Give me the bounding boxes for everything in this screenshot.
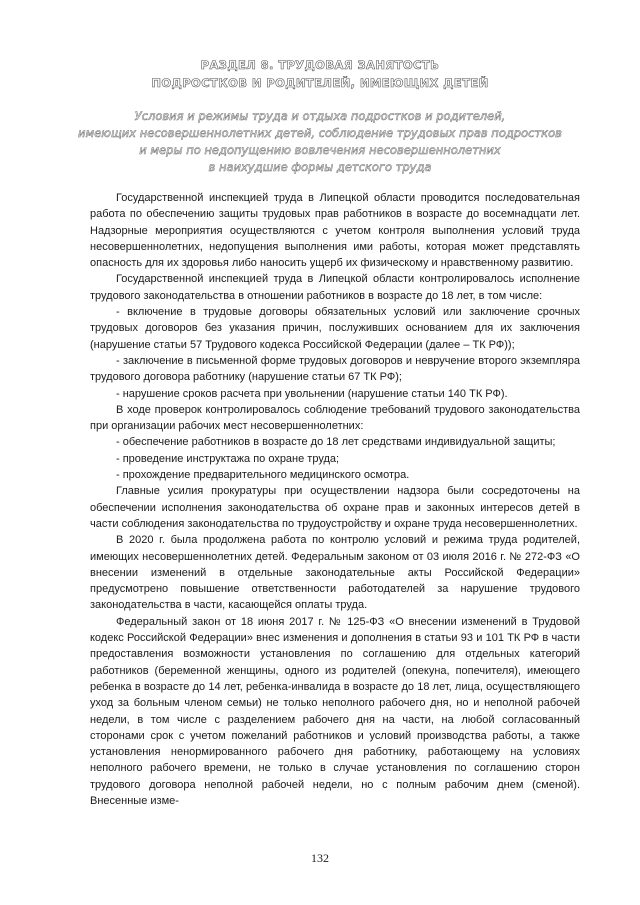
paragraph: В ходе проверок контролировалось соблюдение требований трудового законодательства при организации рабочих мест несовершеннолетних: <box>90 403 580 433</box>
body-text <box>90 190 580 809</box>
paragraph: В 2020 г. была продолжена работа по контролю условий и режима труда родителей, имеющих несовершеннолетних детей. Федеральным законом от 03 июля 2016 г. № 272-ФЗ «О внесении изменений в отдельные законодательные акты Российской Федерации» предусмотрено повышение ответственности работодателей за нарушение трудового законодательства в части, касающейся оплаты труда. <box>90 534 580 612</box>
list-item: - включение в трудовые договоры обязательных условий или заключение срочных трудовых договоров без указания причин, послуживших основанием для их заключения (нарушение статьи 57 Трудового кодекса Российской Федерации (далее – ТК РФ)); <box>90 306 580 351</box>
section-subtitle <box>60 108 580 176</box>
list-item: - прохождение предварительного медицинского осмотра. <box>116 469 410 482</box>
subtitle-line: Условия и режимы труда и отдыха подростков и родителей, <box>134 109 506 123</box>
page-number: 132 <box>311 851 329 865</box>
list-item: - нарушение сроков расчета при увольнении (нарушение статьи 140 ТК РФ). <box>116 387 508 400</box>
section-title-line: РАЗДЕЛ 8. ТРУДОВАЯ ЗАНЯТОСТЬ <box>200 58 440 72</box>
list-item: - заключение в письменной форме трудовых договоров и невручение второго экземпляра трудового договора работнику (нарушение статьи 67 ТК РФ); <box>90 354 580 384</box>
paragraph: Главные усилия прокуратуры при осуществлении надзора были сосредоточены на обеспечении исполнения законодательства об охране прав и законных интересов детей в части соблюдения законодательства по трудоустройству и охране труда несовершеннолетних. <box>90 485 580 530</box>
subtitle-line: в наихудшие формы детского труда <box>208 160 432 174</box>
subtitle-line: и меры по недопущению вовлечения несовершеннолетних <box>139 143 501 157</box>
list-item: - проведение инструктажа по охране труда; <box>116 452 340 465</box>
subtitle-line: имеющих несовершеннолетних детей, соблюдение трудовых прав подростков <box>78 126 562 140</box>
paragraph: Федеральный закон от 18 июня 2017 г. № 125-ФЗ «О внесении изменений в Трудовой кодекс Российской Федерации» внес изменения и дополнения в статьи 93 и 101 ТК РФ в части предоставления возможности установления по соглашению для отдельных категорий работников (беременной женщины, одного из родителей (опекуна, попечителя), имеющего ребенка в возрасте до 14 лет, ребенка-инвалида в возрасте до 18 лет, лица, осуществляющего уход за больным членом семьи) не только неполного рабочего дня, но и неполной рабочей недели, в том числе с разделением рабочего дня на части, на любой согласованный сторонами срок с учетом пожеланий работников и условий производства работы, а также установления ненормированного рабочего дня работнику, работающему на условиях неполного рабочего времени, не только в случае установления по соглашению сторон трудового договора неполной рабочей недели, но с полным рабочим днем (сменой). Внесенные изме- <box>90 615 580 807</box>
section-title <box>90 56 550 92</box>
section-title-line: ПОДРОСТКОВ И РОДИТЕЛЕЙ, ИМЕЮЩИХ ДЕТЕЙ <box>151 76 489 90</box>
list-item: - обеспечение работников в возрасте до 18 лет средствами индивидуальной защиты; <box>116 436 556 449</box>
paragraph: Государственной инспекцией труда в Липецкой области контролировалось исполнение трудового законодательства в отношении работников в возрасте до 18 лет, в том числе: <box>90 273 580 302</box>
paragraph: Государственной инспекцией труда в Липецкой области проводится последовательная работа по обеспечению защиты трудовых прав работников в возрасте до восемнадцати лет. Надзорные мероприятия осуществляются с учетом контроля выполнения условий труда несовершеннолетних, недопущения выполнения ими работы, которая может представлять опасность для их здоровья либо наносить ущерб их физическому и нравственному развитию. <box>90 192 580 270</box>
